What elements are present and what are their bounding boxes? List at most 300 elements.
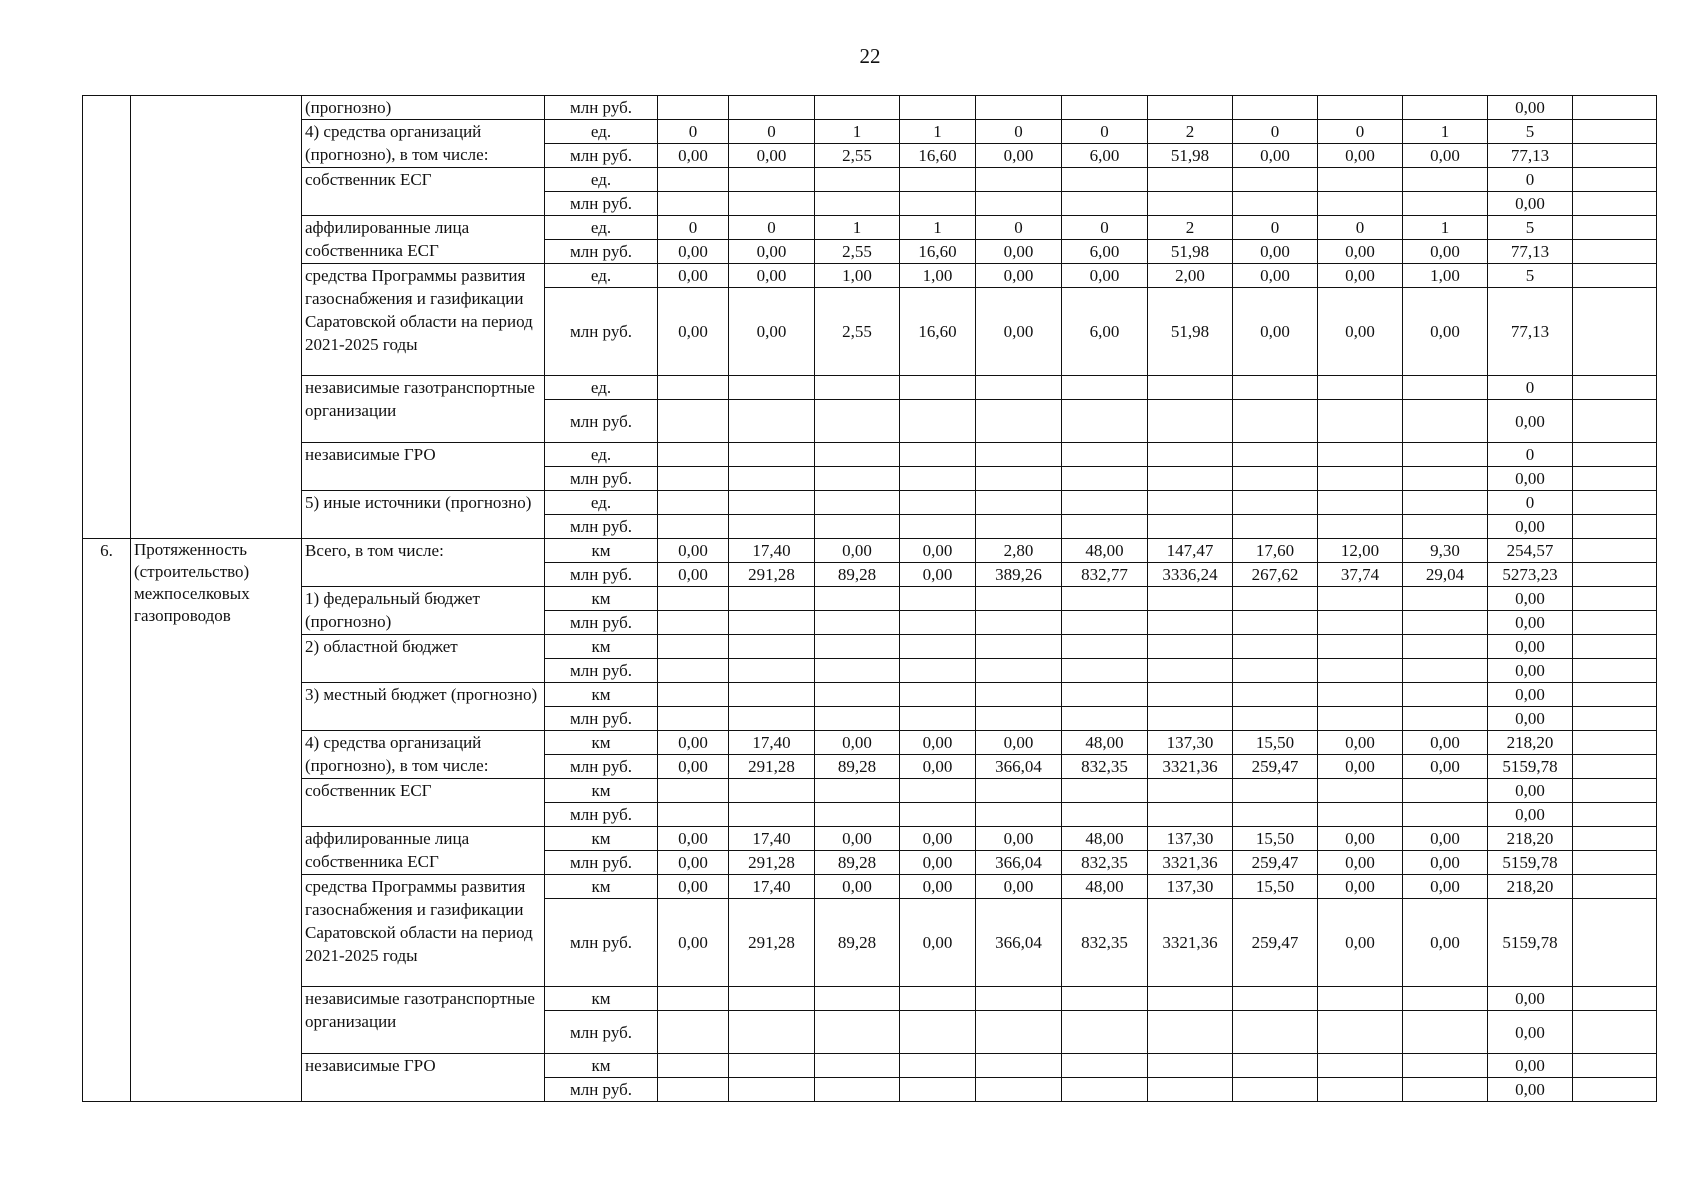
value-cell: 5273,23 [1488,563,1573,587]
unit-cell: км [545,683,658,707]
value-cell: 0,00 [1488,659,1573,683]
value-cell [1403,168,1488,192]
value-cell [1573,611,1657,635]
value-cell: 0,00 [658,264,729,288]
value-cell: 0,00 [815,731,900,755]
value-cell: 16,60 [900,288,976,376]
value-cell [1573,659,1657,683]
value-cell [658,611,729,635]
value-cell [815,1054,900,1078]
unit-cell: млн руб. [545,803,658,827]
unit-cell: млн руб. [545,400,658,443]
value-cell [1403,1011,1488,1054]
value-cell [1318,467,1403,491]
value-cell [1573,376,1657,400]
value-cell: 0 [658,216,729,240]
table-row [83,827,1657,851]
value-cell [1403,443,1488,467]
value-cell [815,400,900,443]
value-cell [1233,1011,1318,1054]
value-cell [976,443,1062,467]
source-label: 4) средства организаций (прогнозно), в том числе: [302,731,545,779]
table-row [83,731,1657,755]
unit-cell: км [545,587,658,611]
value-cell: 0,00 [1488,635,1573,659]
value-cell [658,515,729,539]
value-cell [729,779,815,803]
value-cell [1233,400,1318,443]
value-cell: 0,00 [1233,240,1318,264]
value-cell [1318,587,1403,611]
value-cell [1403,611,1488,635]
value-cell [1062,192,1148,216]
value-cell: 16,60 [900,240,976,264]
value-cell [1573,288,1657,376]
value-cell [1318,443,1403,467]
value-cell [1318,376,1403,400]
value-cell: 0,00 [1062,264,1148,288]
value-cell [976,1078,1062,1102]
value-cell [1062,659,1148,683]
unit-cell: ед. [545,443,658,467]
value-cell: 0 [729,216,815,240]
value-cell: 0,00 [1488,400,1573,443]
value-cell [1233,1078,1318,1102]
value-cell: 291,28 [729,755,815,779]
value-cell [729,443,815,467]
value-cell [1318,400,1403,443]
value-cell: 0,00 [658,240,729,264]
source-label: 4) средства организаций (прогнозно), в том числе: [302,120,545,168]
value-cell: 0,00 [1318,144,1403,168]
value-cell: 0,00 [1233,264,1318,288]
table-row [83,635,1657,659]
value-cell [1062,491,1148,515]
value-cell [1573,264,1657,288]
table-row [83,120,1657,144]
value-cell: 0,00 [1488,683,1573,707]
value-cell: 17,40 [729,731,815,755]
table-row [83,216,1657,240]
value-cell [1233,96,1318,120]
value-cell [1573,216,1657,240]
unit-cell: млн руб. [545,192,658,216]
value-cell: 0,00 [900,875,976,899]
value-cell [1233,587,1318,611]
value-cell: 147,47 [1148,539,1233,563]
value-cell [1062,611,1148,635]
value-cell [729,803,815,827]
table-row [83,587,1657,611]
value-cell [1062,707,1148,731]
data-table [82,95,1657,1102]
value-cell [1403,1078,1488,1102]
value-cell [1403,635,1488,659]
value-cell [1062,400,1148,443]
value-cell [1148,659,1233,683]
value-cell: 0,00 [1488,515,1573,539]
source-label: независимые ГРО [302,1054,545,1102]
value-cell: 389,26 [976,563,1062,587]
value-cell: 48,00 [1062,827,1148,851]
value-cell [815,1078,900,1102]
value-cell [1573,467,1657,491]
value-cell [815,192,900,216]
value-cell: 0,00 [900,731,976,755]
value-cell [1062,987,1148,1011]
value-cell: 254,57 [1488,539,1573,563]
value-cell [658,491,729,515]
value-cell: 17,40 [729,875,815,899]
unit-cell: млн руб. [545,96,658,120]
value-cell: 77,13 [1488,288,1573,376]
value-cell [1403,467,1488,491]
value-cell [815,168,900,192]
value-cell [1148,515,1233,539]
value-cell: 0 [658,120,729,144]
source-label: (прогнозно) [302,96,545,120]
value-cell: 0,00 [900,827,976,851]
value-cell: 5159,78 [1488,755,1573,779]
value-cell: 29,04 [1403,563,1488,587]
value-cell: 0,00 [1403,144,1488,168]
value-cell [729,587,815,611]
value-cell [1573,683,1657,707]
value-cell [900,515,976,539]
value-cell: 0 [1233,120,1318,144]
value-cell [1318,192,1403,216]
value-cell: 218,20 [1488,731,1573,755]
unit-cell: млн руб. [545,899,658,987]
value-cell [1062,635,1148,659]
value-cell: 2 [1148,216,1233,240]
value-cell: 0,00 [1488,192,1573,216]
value-cell [1573,240,1657,264]
value-cell [729,683,815,707]
value-cell [1403,400,1488,443]
value-cell [1062,443,1148,467]
value-cell: 0,00 [1488,1054,1573,1078]
value-cell: 5159,78 [1488,851,1573,875]
table-row [83,539,1657,563]
value-cell: 137,30 [1148,731,1233,755]
value-cell [1318,96,1403,120]
value-cell: 17,60 [1233,539,1318,563]
value-cell: 259,47 [1233,755,1318,779]
value-cell [729,611,815,635]
value-cell: 48,00 [1062,539,1148,563]
value-cell [658,168,729,192]
value-cell [1148,635,1233,659]
value-cell [900,376,976,400]
value-cell [658,683,729,707]
unit-cell: млн руб. [545,563,658,587]
value-cell: 0,00 [729,264,815,288]
value-cell [976,400,1062,443]
unit-cell: млн руб. [545,659,658,683]
value-cell [1573,851,1657,875]
value-cell: 77,13 [1488,240,1573,264]
value-cell: 0,00 [729,288,815,376]
value-cell: 51,98 [1148,144,1233,168]
source-label: аффилированные лица собственника ЕСГ [302,827,545,875]
value-cell [976,491,1062,515]
unit-cell: ед. [545,491,658,515]
value-cell: 1 [900,120,976,144]
value-cell: 6,00 [1062,144,1148,168]
unit-cell: ед. [545,168,658,192]
value-cell [658,96,729,120]
value-cell [1573,731,1657,755]
value-cell: 15,50 [1233,731,1318,755]
value-cell [1233,168,1318,192]
value-cell [1403,1054,1488,1078]
value-cell [976,707,1062,731]
value-cell: 0 [729,120,815,144]
value-cell [1062,587,1148,611]
table-row [83,987,1657,1011]
value-cell [729,515,815,539]
value-cell: 832,35 [1062,899,1148,987]
value-cell: 218,20 [1488,875,1573,899]
value-cell [1062,1011,1148,1054]
value-cell: 291,28 [729,563,815,587]
value-cell [1318,168,1403,192]
value-cell [815,96,900,120]
unit-cell: млн руб. [545,144,658,168]
value-cell [1148,192,1233,216]
value-cell: 0,00 [658,731,729,755]
value-cell [976,1011,1062,1054]
value-cell [1573,491,1657,515]
value-cell: 0,00 [900,755,976,779]
value-cell: 0 [1318,120,1403,144]
unit-cell: млн руб. [545,515,658,539]
value-cell [729,1078,815,1102]
value-cell [1573,539,1657,563]
value-cell: 0,00 [1403,731,1488,755]
value-cell [729,400,815,443]
source-label: аффилированные лица собственника ЕСГ [302,216,545,264]
value-cell: 0,00 [658,851,729,875]
value-cell [1148,467,1233,491]
value-cell [1233,803,1318,827]
value-cell: 0 [976,216,1062,240]
value-cell: 0 [976,120,1062,144]
value-cell [976,635,1062,659]
value-cell [976,96,1062,120]
value-cell: 0,00 [976,144,1062,168]
unit-cell: км [545,987,658,1011]
value-cell [1148,1011,1233,1054]
value-cell [1573,875,1657,899]
value-cell [658,1078,729,1102]
value-cell: 17,40 [729,827,815,851]
value-cell [1318,1011,1403,1054]
value-cell: 6,00 [1062,240,1148,264]
value-cell [1062,803,1148,827]
value-cell [815,707,900,731]
unit-cell: млн руб. [545,755,658,779]
value-cell [1573,987,1657,1011]
value-cell: 2,55 [815,288,900,376]
value-cell [1573,707,1657,731]
value-cell [976,779,1062,803]
value-cell [900,659,976,683]
value-cell [1148,1078,1233,1102]
value-cell: 3336,24 [1148,563,1233,587]
value-cell [1318,1054,1403,1078]
unit-cell: км [545,875,658,899]
value-cell: 1,00 [1403,264,1488,288]
value-cell [1148,611,1233,635]
value-cell [658,587,729,611]
value-cell [815,515,900,539]
value-cell: 137,30 [1148,827,1233,851]
value-cell [900,779,976,803]
value-cell: 0,00 [815,875,900,899]
value-cell [1148,1054,1233,1078]
unit-cell: млн руб. [545,1011,658,1054]
unit-cell: км [545,779,658,803]
value-cell: 0,00 [1488,803,1573,827]
unit-cell: млн руб. [545,467,658,491]
value-cell [900,168,976,192]
unit-cell: км [545,731,658,755]
value-cell [1233,611,1318,635]
value-cell [1062,515,1148,539]
unit-cell: млн руб. [545,1078,658,1102]
value-cell [1573,563,1657,587]
value-cell: 137,30 [1148,875,1233,899]
value-cell: 0,00 [658,539,729,563]
value-cell: 51,98 [1148,240,1233,264]
value-cell [1573,1054,1657,1078]
value-cell: 37,74 [1318,563,1403,587]
value-cell: 0,00 [1318,264,1403,288]
value-cell [900,443,976,467]
value-cell [900,1011,976,1054]
value-cell [815,467,900,491]
value-cell [658,635,729,659]
unit-cell: млн руб. [545,240,658,264]
unit-cell: км [545,1054,658,1078]
source-label: собственник ЕСГ [302,168,545,216]
row-name-cell: Протяженность (строительство) межпоселковых газопроводов [131,539,302,1102]
value-cell: 3321,36 [1148,755,1233,779]
value-cell [1233,659,1318,683]
value-cell [815,803,900,827]
value-cell [900,611,976,635]
value-cell: 0,00 [815,827,900,851]
value-cell [815,587,900,611]
value-cell: 0,00 [1318,827,1403,851]
value-cell: 0,00 [1233,144,1318,168]
value-cell: 1 [1403,120,1488,144]
value-cell: 0,00 [1403,240,1488,264]
value-cell [1233,443,1318,467]
value-cell: 0,00 [976,288,1062,376]
value-cell: 1 [900,216,976,240]
value-cell [1573,827,1657,851]
value-cell [1233,192,1318,216]
table-row [83,1054,1657,1078]
value-cell [1318,515,1403,539]
source-label: 1) федеральный бюджет (прогнозно) [302,587,545,635]
value-cell [900,635,976,659]
value-cell [1148,400,1233,443]
value-cell: 1 [1403,216,1488,240]
value-cell: 218,20 [1488,827,1573,851]
value-cell: 2,55 [815,144,900,168]
value-cell [1318,1078,1403,1102]
value-cell [729,635,815,659]
value-cell [815,611,900,635]
value-cell: 9,30 [1403,539,1488,563]
value-cell: 0,00 [1488,96,1573,120]
value-cell [1148,376,1233,400]
value-cell [729,376,815,400]
value-cell: 0,00 [658,288,729,376]
value-cell [1318,491,1403,515]
source-label: независимые газотранспортные организации [302,987,545,1054]
value-cell: 832,77 [1062,563,1148,587]
value-cell: 0,00 [1318,875,1403,899]
value-cell: 1,00 [815,264,900,288]
table-row [83,168,1657,192]
source-label: 2) областной бюджет [302,635,545,683]
value-cell: 366,04 [976,899,1062,987]
value-cell [900,96,976,120]
value-cell [1148,683,1233,707]
value-cell: 5159,78 [1488,899,1573,987]
value-cell: 0,00 [1403,899,1488,987]
value-cell [1148,803,1233,827]
value-cell [1403,707,1488,731]
value-cell: 0 [1488,443,1573,467]
value-cell [976,987,1062,1011]
value-cell [1148,491,1233,515]
table-row [83,779,1657,803]
value-cell [976,803,1062,827]
source-label: собственник ЕСГ [302,779,545,827]
value-cell [1233,707,1318,731]
value-cell [1148,96,1233,120]
value-cell [1403,376,1488,400]
value-cell [1403,779,1488,803]
value-cell: 0,00 [729,240,815,264]
value-cell [1573,635,1657,659]
value-cell [815,987,900,1011]
source-label: средства Программы развития газоснабжения и газификации Саратовской области на период 2021-2025 годы [302,264,545,376]
value-cell [815,779,900,803]
table-row [83,96,1657,120]
value-cell [900,987,976,1011]
source-label: 3) местный бюджет (прогнозно) [302,683,545,731]
value-cell [1318,779,1403,803]
value-cell: 0,00 [900,899,976,987]
value-cell: 0,00 [1403,755,1488,779]
value-cell [900,587,976,611]
unit-cell: км [545,827,658,851]
value-cell: 0,00 [1488,1011,1573,1054]
unit-cell: ед. [545,376,658,400]
value-cell [729,987,815,1011]
value-cell: 15,50 [1233,827,1318,851]
value-cell [658,1054,729,1078]
value-cell: 0,00 [1318,731,1403,755]
value-cell: 5 [1488,264,1573,288]
